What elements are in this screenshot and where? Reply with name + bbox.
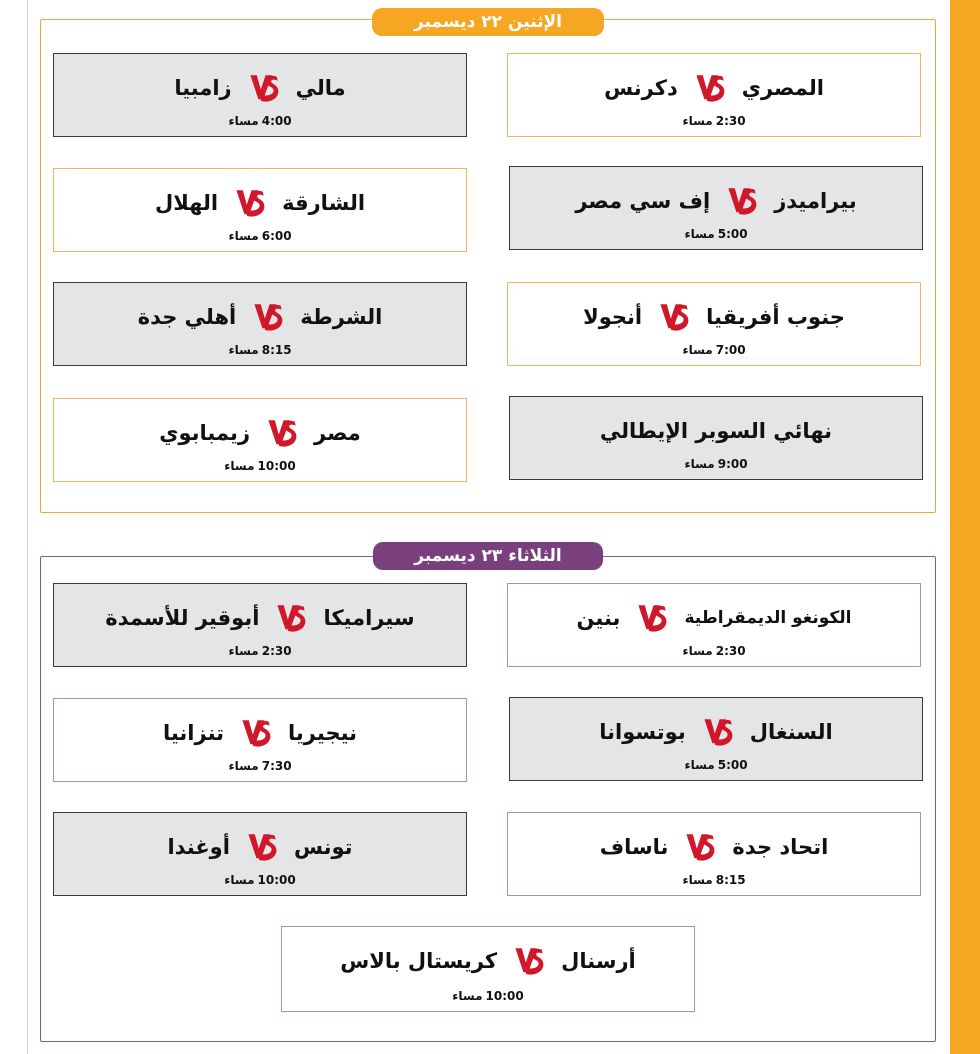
- match-teams: [508, 70, 920, 106]
- away-team: دكرنس: [604, 76, 678, 100]
- home-team: السنغال: [749, 720, 833, 744]
- match-teams: [508, 829, 920, 865]
- match-time: [54, 644, 466, 658]
- match-card: [509, 166, 923, 250]
- away-team: أنجولا: [583, 305, 643, 329]
- match-title: [510, 413, 922, 449]
- match-card: [53, 282, 467, 366]
- match-teams: [54, 600, 466, 636]
- home-team: أرسنال: [561, 949, 636, 973]
- match-time: [54, 343, 466, 357]
- match-time: [54, 873, 466, 887]
- match-clock: 6:00: [261, 229, 292, 243]
- match-teams: [510, 183, 922, 219]
- home-team: بيراميدز: [774, 189, 857, 213]
- time-suffix: مساء: [682, 873, 713, 887]
- match-clock: 7:30: [261, 759, 292, 773]
- time-suffix: مساء: [228, 644, 259, 658]
- away-team: أهلي جدة: [137, 305, 237, 329]
- vs-icon: [694, 71, 726, 105]
- match-card: [509, 697, 923, 781]
- match-time: [54, 229, 466, 243]
- match-card: [507, 583, 921, 667]
- match-teams: [510, 714, 922, 750]
- away-team: إف سي مصر: [575, 189, 711, 213]
- vs-icon: [636, 601, 668, 635]
- match-teams: [54, 415, 466, 451]
- match-clock: 2:30: [261, 644, 292, 658]
- vs-icon: [513, 944, 545, 978]
- match-time: [508, 114, 920, 128]
- vs-icon: [234, 186, 266, 220]
- match-card: [53, 168, 467, 252]
- left-guide-line: [27, 0, 28, 1054]
- vs-icon: [702, 715, 734, 749]
- match-clock: 10:00: [485, 989, 524, 1003]
- match-clock: 8:15: [715, 873, 746, 887]
- match-card: [281, 926, 695, 1012]
- away-team: زامبيا: [174, 76, 232, 100]
- match-time: [508, 644, 920, 658]
- home-team: مالي: [295, 76, 346, 100]
- match-teams: [54, 185, 466, 221]
- match-card: [53, 583, 467, 667]
- time-suffix: مساء: [684, 457, 715, 471]
- match-clock: 2:30: [715, 114, 746, 128]
- away-team: ناساف: [599, 835, 669, 859]
- match-clock: 10:00: [257, 459, 296, 473]
- day2-header: الثلاثاء ٢٣ ديسمبر: [373, 542, 603, 570]
- time-suffix: مساء: [684, 758, 715, 772]
- home-team: الكونغو الديمقراطية: [684, 608, 852, 628]
- away-team: كريستال بالاس: [340, 949, 498, 973]
- home-team: الشارقة: [282, 191, 366, 215]
- match-teams: [54, 829, 466, 865]
- match-card: [53, 398, 467, 482]
- match-time: [282, 989, 694, 1003]
- match-clock: 5:00: [717, 227, 748, 241]
- match-card: [53, 53, 467, 137]
- time-suffix: مساء: [682, 114, 713, 128]
- time-suffix: مساء: [682, 343, 713, 357]
- vs-icon: [275, 601, 307, 635]
- vs-icon: [252, 300, 284, 334]
- home-team: جنوب أفريقيا: [706, 305, 845, 329]
- vs-icon: [240, 716, 272, 750]
- away-team: بوتسوانا: [599, 720, 686, 744]
- match-clock: 8:15: [261, 343, 292, 357]
- vs-icon: [658, 300, 690, 334]
- match-clock: 10:00: [257, 873, 296, 887]
- time-suffix: مساء: [224, 873, 255, 887]
- match-card: [507, 282, 921, 366]
- vs-icon: [248, 71, 280, 105]
- time-suffix: مساء: [228, 229, 259, 243]
- match-card: [53, 698, 467, 782]
- match-clock: 7:00: [715, 343, 746, 357]
- away-team: أبوقير للأسمدة: [105, 606, 260, 630]
- vs-icon: [726, 184, 758, 218]
- home-team: مصر: [314, 421, 361, 445]
- match-time: [54, 114, 466, 128]
- match-clock: 9:00: [717, 457, 748, 471]
- match-teams: [508, 600, 920, 636]
- match-clock: 5:00: [717, 758, 748, 772]
- match-time: [510, 457, 922, 471]
- match-time: [508, 873, 920, 887]
- side-accent-bar: [950, 0, 980, 1054]
- away-team: تنزانيا: [162, 721, 225, 745]
- match-teams: [54, 299, 466, 335]
- day1-header: الإثنين ٢٢ ديسمبر: [372, 8, 604, 36]
- match-teams: [508, 299, 920, 335]
- home-team: سيراميكا: [323, 606, 415, 630]
- match-teams: [54, 715, 466, 751]
- vs-icon: [684, 830, 716, 864]
- match-time: [508, 343, 920, 357]
- vs-icon: [246, 830, 278, 864]
- home-team: نيجيريا: [288, 721, 358, 745]
- away-team: بنين: [576, 606, 621, 630]
- match-time: [510, 227, 922, 241]
- time-suffix: مساء: [228, 343, 259, 357]
- home-team: الشرطة: [300, 305, 383, 329]
- match-card: [507, 812, 921, 896]
- time-suffix: مساء: [684, 227, 715, 241]
- time-suffix: مساء: [228, 759, 259, 773]
- away-team: زيمبابوي: [159, 421, 251, 445]
- time-suffix: مساء: [228, 114, 259, 128]
- match-time: [54, 459, 466, 473]
- match-teams: [54, 70, 466, 106]
- vs-icon: [266, 416, 298, 450]
- home-team: اتحاد جدة: [732, 835, 829, 859]
- time-suffix: مساء: [682, 644, 713, 658]
- match-card: [509, 396, 923, 480]
- match-teams: [282, 943, 694, 979]
- away-team: أوغندا: [167, 835, 230, 859]
- home-team: المصري: [741, 76, 824, 100]
- match-card: [507, 53, 921, 137]
- match-clock: 2:30: [715, 644, 746, 658]
- home-team: تونس: [293, 835, 353, 859]
- match-time: [54, 759, 466, 773]
- time-suffix: مساء: [224, 459, 255, 473]
- time-suffix: مساء: [452, 989, 483, 1003]
- match-clock: 4:00: [261, 114, 292, 128]
- away-team: الهلال: [154, 191, 219, 215]
- event-title: نهائي السوبر الإيطالي: [599, 419, 833, 443]
- match-card: [53, 812, 467, 896]
- match-time: [510, 758, 922, 772]
